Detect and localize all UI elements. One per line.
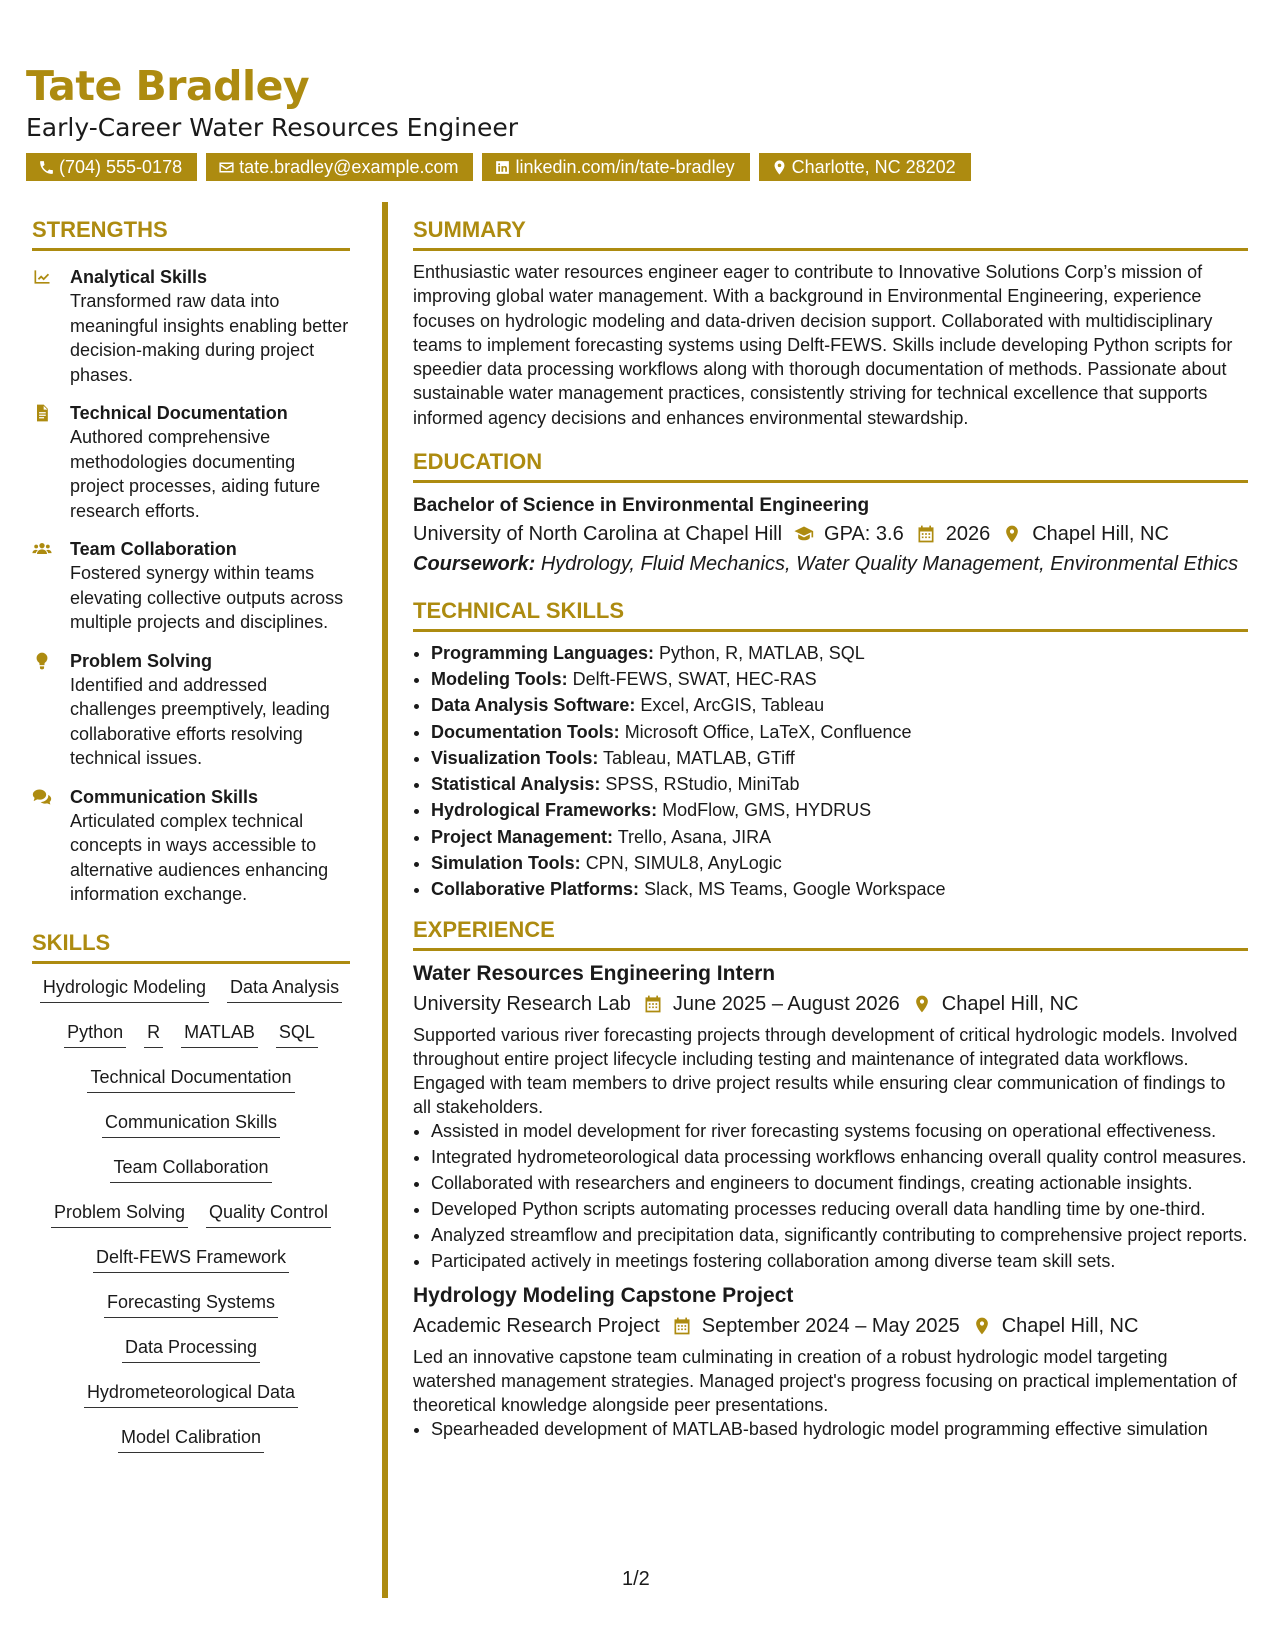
skill-values: SPSS, RStudio, MiniTab bbox=[605, 774, 800, 795]
list-item: • Analyzed streamflow and precipitation data, significantly contributing to comprehensive project reports. bbox=[431, 1223, 1248, 1247]
strength-item bbox=[32, 649, 350, 771]
skill-values: Delft-FEWS, SWAT, HEC-RAS bbox=[572, 669, 817, 690]
skill-tag: Quality Control bbox=[206, 1199, 331, 1228]
skill-tag: R bbox=[144, 1019, 163, 1048]
school-name: University of North Carolina at Chapel Hill bbox=[413, 523, 783, 546]
map-pin-icon bbox=[972, 1316, 992, 1336]
skill-tag: Model Calibration bbox=[118, 1424, 264, 1453]
education-heading: EDUCATION bbox=[413, 448, 1248, 483]
chart-line-icon bbox=[32, 267, 52, 287]
education-location: Chapel Hill, NC bbox=[1032, 523, 1169, 546]
job-description: Supported various river forecasting projects through development of critical hydrologic models. Involved throughout entire project lifecycle including testing and maintenance of integrated data workflows. Engaged with team members to drive project results while ensuring clear communication of findings to all stakeholders. bbox=[413, 1025, 1238, 1118]
job-bullets bbox=[413, 1119, 1248, 1273]
strength-item bbox=[32, 785, 350, 907]
map-pin-icon bbox=[771, 159, 788, 176]
left-column bbox=[32, 216, 350, 1469]
coursework bbox=[413, 549, 1248, 579]
job-location: Chapel Hill, NC bbox=[1001, 1315, 1139, 1338]
skill-category: Statistical Analysis: bbox=[431, 774, 601, 795]
strengths-heading: STRENGTHS bbox=[32, 216, 350, 251]
skill-values: Microsoft Office, LaTeX, Confluence bbox=[624, 721, 912, 742]
gpa: GPA: 3.6 bbox=[824, 523, 904, 546]
resume-header bbox=[26, 62, 1256, 181]
contact-location-text: Charlotte, NC 28202 bbox=[791, 156, 956, 177]
skill-tag: MATLAB bbox=[181, 1019, 258, 1048]
coursework-label: Coursework: bbox=[413, 553, 536, 576]
job-location: Chapel Hill, NC bbox=[941, 993, 1079, 1016]
strength-item bbox=[32, 401, 350, 523]
strength-title: Analytical Skills bbox=[70, 267, 208, 287]
skill-values: Trello, Asana, JIRA bbox=[617, 826, 772, 847]
skill-values: Slack, MS Teams, Google Workspace bbox=[644, 878, 946, 899]
list-item: • Spearheaded development of MATLAB-based hydrologic model programming effective simulation bbox=[431, 1417, 1248, 1441]
contact-linkedin[interactable] bbox=[482, 153, 749, 181]
degree-title: Bachelor of Science in Environmental Engineering bbox=[413, 495, 870, 517]
list-item: • Assisted in model development for river forecasting systems focusing on operational effectiveness. bbox=[431, 1119, 1248, 1143]
skill-tag: Problem Solving bbox=[51, 1199, 188, 1228]
contact-bar bbox=[26, 153, 1256, 181]
skill-category: Visualization Tools: bbox=[431, 747, 599, 768]
phone-icon bbox=[38, 159, 55, 176]
strength-desc: Articulated complex technical concepts in ways accessible to alternative audiences enhancing information exchange. bbox=[70, 810, 329, 904]
job-dates: June 2025 – August 2026 bbox=[672, 993, 900, 1016]
contact-email[interactable] bbox=[206, 153, 473, 181]
job-org: University Research Lab bbox=[413, 993, 631, 1016]
job-title: Hydrology Modeling Capstone Project bbox=[413, 1284, 794, 1308]
strength-desc: Authored comprehensive methodologies documenting project processes, aiding future research efforts. bbox=[70, 427, 321, 521]
skills-heading: SKILLS bbox=[32, 929, 350, 964]
skill-tag: Delft-FEWS Framework bbox=[93, 1244, 289, 1273]
list-item: • Integrated hydrometeorological data processing workflows enhancing overall quality control measures. bbox=[431, 1145, 1248, 1169]
list-item: • Developed Python scripts automating processes reducing overall data handling time by one-third. bbox=[431, 1197, 1248, 1221]
envelope-icon bbox=[218, 159, 235, 176]
skill-row bbox=[32, 1154, 350, 1199]
contact-phone-text: (704) 555-0178 bbox=[59, 156, 183, 177]
strength-desc: Identified and addressed challenges preemptively, leading collaborative efforts resolving technical issues. bbox=[70, 674, 330, 768]
calendar-icon bbox=[672, 1316, 692, 1336]
job-title: Water Resources Engineering Intern bbox=[413, 962, 776, 986]
job-dates: September 2024 – May 2025 bbox=[701, 1315, 960, 1338]
strength-title: Technical Documentation bbox=[70, 403, 288, 423]
list-item bbox=[431, 797, 1248, 823]
skill-tag: Technical Documentation bbox=[87, 1064, 294, 1093]
list-item bbox=[431, 850, 1248, 876]
skill-values: Tableau, MATLAB, GTiff bbox=[603, 747, 795, 768]
strength-item bbox=[32, 537, 350, 635]
graduation-year: 2026 bbox=[945, 523, 991, 546]
skill-category: Documentation Tools: bbox=[431, 721, 620, 742]
education-meta bbox=[413, 519, 1248, 549]
technical-skills-heading: TECHNICAL SKILLS bbox=[413, 597, 1248, 632]
coursework-list: Hydrology, Fluid Mechanics, Water Quality Management, Environmental Ethics bbox=[540, 553, 1239, 576]
skill-row bbox=[32, 1379, 350, 1424]
strength-title: Communication Skills bbox=[70, 786, 259, 807]
document-icon bbox=[32, 403, 52, 423]
skill-tag: Forecasting Systems bbox=[104, 1289, 278, 1318]
strength-title: Problem Solving bbox=[70, 650, 213, 671]
map-pin-icon bbox=[912, 994, 932, 1014]
skill-row bbox=[32, 974, 350, 1019]
skill-row bbox=[32, 1199, 350, 1244]
strength-title: Team Collaboration bbox=[70, 539, 237, 559]
lightbulb-icon bbox=[32, 651, 52, 671]
list-item bbox=[431, 824, 1248, 850]
skill-tag: Data Processing bbox=[122, 1334, 260, 1363]
calendar-icon bbox=[916, 524, 936, 544]
skill-values: ModFlow, GMS, HYDRUS bbox=[662, 800, 872, 821]
skill-values: Excel, ArcGIS, Tableau bbox=[640, 695, 825, 716]
calendar-icon bbox=[643, 994, 663, 1014]
list-item bbox=[431, 745, 1248, 771]
candidate-role: Early-Career Water Resources Engineer bbox=[26, 113, 519, 142]
skill-row bbox=[32, 1424, 350, 1469]
skill-tag: SQL bbox=[276, 1019, 318, 1048]
job-meta bbox=[413, 989, 1248, 1019]
experience-heading: EXPERIENCE bbox=[413, 916, 1248, 951]
list-item: • Participated actively in meetings fostering collaboration among diverse team skill sets. bbox=[431, 1249, 1248, 1273]
job-entry bbox=[413, 959, 1248, 1273]
strength-desc: Transformed raw data into meaningful insights enabling better decision-making during project phases. bbox=[70, 291, 349, 385]
skill-row bbox=[32, 1064, 350, 1109]
skill-row bbox=[32, 1019, 350, 1064]
skill-category: Hydrological Frameworks: bbox=[431, 800, 658, 821]
technical-skills-list bbox=[413, 640, 1248, 902]
skill-category: Project Management: bbox=[431, 826, 614, 847]
skill-row bbox=[32, 1244, 350, 1289]
right-column bbox=[413, 216, 1248, 1443]
skills-tag-list bbox=[32, 974, 350, 1469]
list-item: • Collaborated with researchers and engineers to document findings, creating actionable insights. bbox=[431, 1171, 1248, 1195]
contact-email-text: tate.bradley@example.com bbox=[239, 156, 459, 177]
skill-tag: Python bbox=[64, 1019, 126, 1048]
skill-category: Collaborative Platforms: bbox=[431, 878, 640, 899]
linkedin-icon bbox=[494, 159, 511, 176]
list-item bbox=[431, 771, 1248, 797]
skill-tag: Communication Skills bbox=[102, 1109, 280, 1138]
list-item bbox=[431, 692, 1248, 718]
list-item bbox=[431, 876, 1248, 902]
skill-row bbox=[32, 1289, 350, 1334]
list-item bbox=[431, 719, 1248, 745]
list-item bbox=[431, 640, 1248, 666]
list-item bbox=[431, 666, 1248, 692]
summary-heading: SUMMARY bbox=[413, 216, 1248, 251]
skill-row bbox=[32, 1334, 350, 1379]
strength-item bbox=[32, 265, 350, 387]
column-divider bbox=[382, 202, 388, 1598]
page-number: 1/2 bbox=[622, 1568, 650, 1590]
job-org: Academic Research Project bbox=[413, 1315, 660, 1338]
job-description: Led an innovative capstone team culminating in creation of a robust hydrologic model targeting watershed management strategies. Managed project's progress focusing on practical implementation of theoretical knowledge alongside peer presentations. bbox=[413, 1347, 1237, 1416]
contact-phone[interactable] bbox=[26, 153, 197, 181]
skill-values: Python, R, MATLAB, SQL bbox=[659, 643, 865, 664]
skill-tag: Data Analysis bbox=[227, 974, 342, 1003]
job-meta bbox=[413, 1311, 1248, 1341]
job-bullets bbox=[413, 1417, 1248, 1441]
skill-row bbox=[32, 1109, 350, 1154]
candidate-name: Tate Bradley bbox=[26, 62, 310, 110]
users-icon bbox=[32, 539, 52, 559]
contact-linkedin-text: linkedin.com/in/tate-bradley bbox=[515, 156, 735, 177]
strength-desc: Fostered synergy within teams elevating collective outputs across multiple projects and disciplines. bbox=[70, 563, 344, 632]
skill-tag: Hydrologic Modeling bbox=[40, 974, 209, 1003]
map-pin-icon bbox=[1002, 524, 1022, 544]
contact-location bbox=[759, 153, 971, 181]
skill-tag: Team Collaboration bbox=[110, 1154, 271, 1183]
summary-text: Enthusiastic water resources engineer eager to contribute to Innovative Solutions Corp’s mission of improving global water management. With a background in Environmental Engineering, experience focuses on hydrologic modeling and data-driven decision support. Collaborated with multidisciplinary teams to implement forecasting systems using Delft-FEWS. Skills include developing Python scripts for speedier data processing workflows along with thorough documentation of methods. Passionate about sustainable water management practices, consistently striving for technical excellence that supports informed agency decisions and enhances environmental stewardship. bbox=[413, 262, 1233, 428]
graduation-cap-icon bbox=[794, 524, 814, 544]
skill-tag: Hydrometeorological Data bbox=[84, 1379, 298, 1408]
skill-values: CPN, SIMUL8, AnyLogic bbox=[585, 852, 782, 873]
job-entry bbox=[413, 1281, 1248, 1441]
comments-icon bbox=[32, 787, 52, 807]
skill-category: Simulation Tools: bbox=[431, 852, 581, 873]
skill-category: Data Analysis Software: bbox=[431, 695, 636, 716]
skill-category: Modeling Tools: bbox=[431, 669, 568, 690]
skill-category: Programming Languages: bbox=[431, 643, 655, 664]
